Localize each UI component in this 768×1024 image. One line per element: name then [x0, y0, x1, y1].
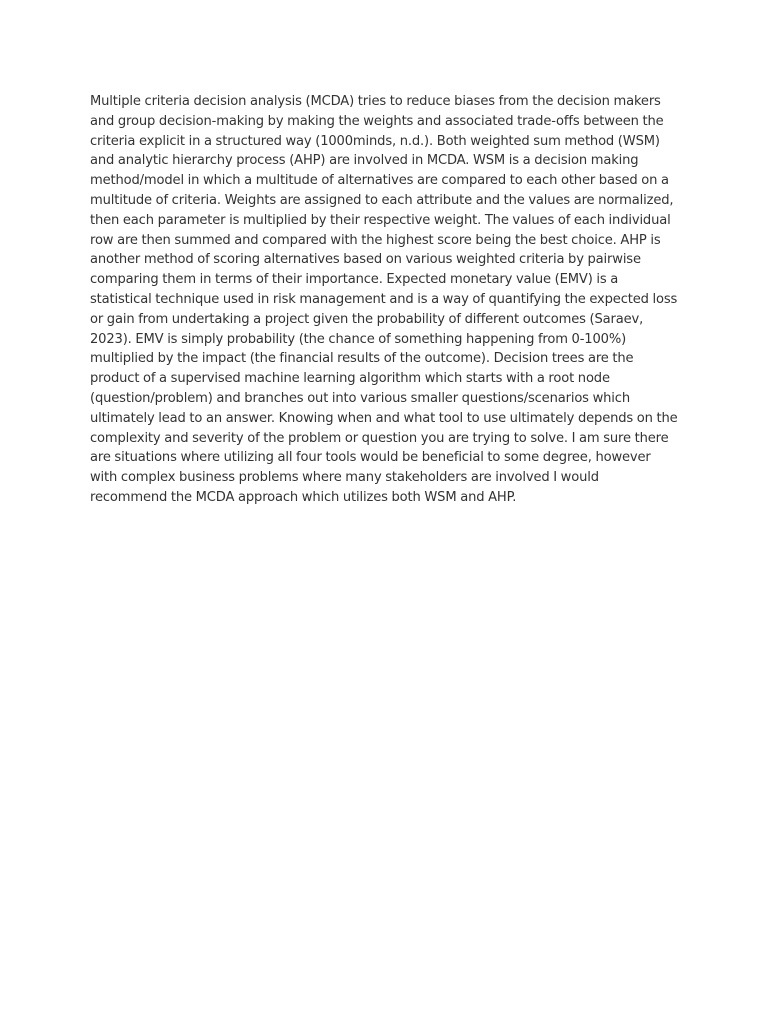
body-paragraph: Multiple criteria decision analysis (MCDA) tries to reduce biases from the decision makers and group decision-making by making the weights and associated trade-offs between the criteria explicit in a structured way (1000minds, n.d.). Both weighted sum method (WSM) and analytic hierarchy process (AHP) are involved in MCDA. WSM is a decision making method/model in which a multitude of alternatives are compared to each other based on a multitude of criteria. Weights are assigned to each attribute and the values are normalized, then each parameter is multiplied by their respective weight. The values of each individual row are then summed and compared with the highest score being the best choice. AHP is another method of scoring alternatives based on various weighted criteria by pairwise comparing them in terms of their importance. Expected monetary value (EMV) is a statistical technique used in risk management and is a way of quantifying the expected loss or gain from undertaking a project given the probability of different outcomes (Saraev, 2023). EMV is simply probability (the chance of something happening from 0-100%) multiplied by the impact (the financial results of the outcome). Decision trees are the product of a supervised machine learning algorithm which starts with a root node (question/problem) and branches out into various smaller questions/scenarios which ultimately lead to an answer. Knowing when and what tool to use ultimately depends on the complexity and severity of the problem or question you are trying to solve. I am sure there are situations where utilizing all four tools would be beneficial to some degree, however with complex business problems where many stakeholders are involved I would recommend the MCDA approach which utilizes both WSM and AHP.	[90, 94, 678, 505]
